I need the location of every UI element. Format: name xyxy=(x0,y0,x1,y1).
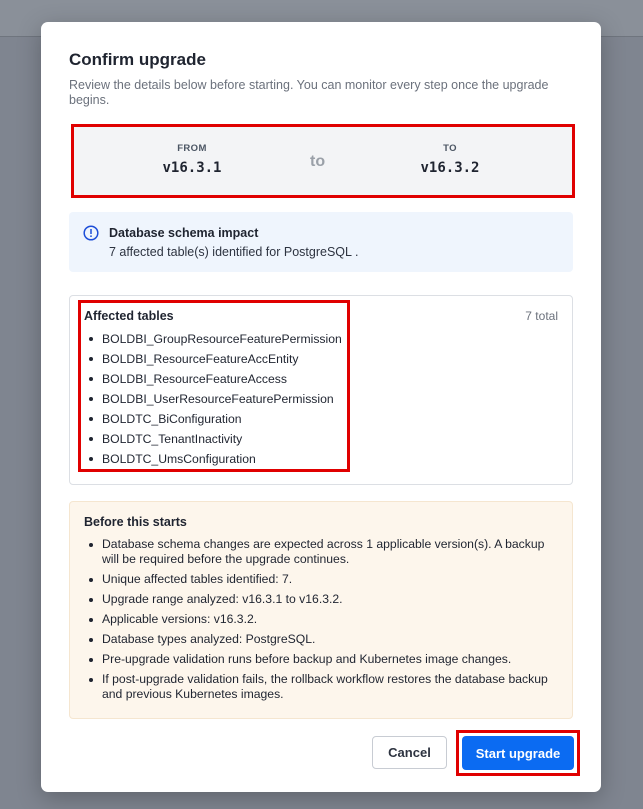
dialog-title: Confirm upgrade xyxy=(69,50,206,69)
version-range-panel xyxy=(71,124,575,198)
list-item: BOLDTC_UmsConfiguration xyxy=(86,451,342,471)
from-version xyxy=(144,143,240,176)
cancel-button[interactable]: Cancel xyxy=(372,736,447,769)
to-value: v16.3.2 xyxy=(420,160,480,176)
list-item: Applicable versions: v16.3.2. xyxy=(86,612,561,627)
to-version xyxy=(402,143,498,176)
list-item: BOLDBI_ResourceFeatureAccEntity xyxy=(86,351,342,371)
list-item: Upgrade range analyzed: v16.3.1 to v16.3.2. xyxy=(86,592,561,607)
affected-tables-title: Affected tables xyxy=(84,309,174,323)
list-item: BOLDBI_ResourceFeatureAccess xyxy=(86,371,342,391)
list-item: BOLDBI_GroupResourceFeaturePermission xyxy=(86,331,342,351)
list-item: BOLDTC_BiConfiguration xyxy=(86,411,342,431)
list-item: BOLDTC_TenantInactivity xyxy=(86,431,342,451)
list-item: Database schema changes are expected across 1 applicable version(s). A backup will be required before the upgrade continues. xyxy=(86,537,561,567)
notes-title: Before this starts xyxy=(84,515,187,529)
to-label: TO xyxy=(443,143,457,154)
confirm-upgrade-dialog xyxy=(41,22,601,792)
affected-tables-panel xyxy=(69,295,573,485)
info-icon xyxy=(83,225,99,241)
start-upgrade-highlight xyxy=(456,730,580,776)
list-item: If post-upgrade validation fails, the rollback workflow restores the database backup and previous Kubernetes images. xyxy=(86,672,561,702)
before-start-notes xyxy=(69,501,573,719)
from-label: FROM xyxy=(177,143,207,154)
from-value: v16.3.1 xyxy=(162,160,222,176)
impact-text: 7 affected table(s) identified for PostgreSQL . xyxy=(109,245,359,259)
affected-tables-count: 7 total xyxy=(525,309,558,323)
start-upgrade-button[interactable]: Start upgrade xyxy=(462,736,574,770)
impact-title: Database schema impact xyxy=(109,226,259,240)
list-item: BOLDBI_UserResourceFeaturePermission xyxy=(86,391,342,411)
schema-impact-alert xyxy=(69,212,573,272)
affected-tables-list xyxy=(86,331,342,471)
dialog-subtitle: Review the details below before starting. You can monitor every step once the upgrade begins. xyxy=(69,78,549,107)
list-item: Database types analyzed: PostgreSQL. xyxy=(86,632,561,647)
to-separator: to xyxy=(310,153,326,170)
notes-list xyxy=(86,537,561,707)
list-item: Unique affected tables identified: 7. xyxy=(86,572,561,587)
list-item: Pre-upgrade validation runs before backup and Kubernetes image changes. xyxy=(86,652,561,667)
